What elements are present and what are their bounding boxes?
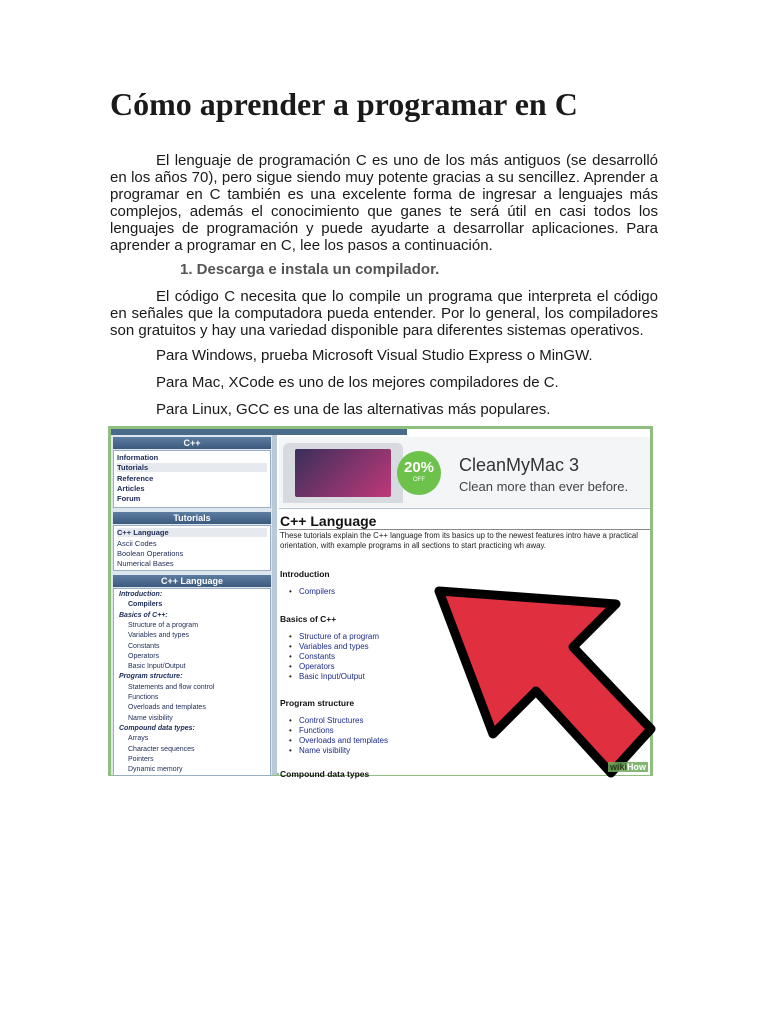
tree-item[interactable]: Name visibility	[128, 714, 173, 722]
section-heading-introduction: Introduction	[280, 569, 330, 579]
tutorial-link-ascii[interactable]: Ascii Codes	[117, 539, 157, 548]
content-link-constants[interactable]: • Constants	[299, 652, 335, 661]
tree-item[interactable]: Arrays	[128, 735, 149, 743]
content-link-name-visibility[interactable]: • Name visibility	[299, 746, 350, 755]
tree-item[interactable]: Overloads and templates	[128, 704, 206, 712]
content-intro: These tutorials explain the C++ language from its basics up to the newest features intro have a practical orientation, with example programs in all sections to start practicing wh away.	[280, 531, 638, 550]
tutorial-link-numerical[interactable]: Numerical Bases	[117, 559, 174, 568]
tree-item[interactable]: Functions	[128, 694, 159, 701]
tutorial-link-boolean[interactable]: Boolean Operations	[117, 549, 184, 558]
sidebar-link-tutorials[interactable]: Tutorials	[117, 463, 267, 472]
figure-inner	[111, 429, 650, 779]
tree-item[interactable]: Operators	[128, 652, 160, 660]
page-title: Cómo aprender a programar en C	[110, 86, 578, 122]
tree-item[interactable]: Basic Input/Output	[128, 663, 186, 671]
mac-line: Para Mac, XCode es uno de los mejores compiladores de C.	[156, 374, 559, 391]
section-heading-basics: Basics of C++	[280, 614, 337, 624]
content-link-operators[interactable]: • Operators	[299, 662, 335, 671]
content-link-basic-io[interactable]: • Basic Input/Output	[299, 672, 365, 681]
content-link-control[interactable]: • Control Structures	[299, 716, 363, 725]
sidebar-link-forum[interactable]: Forum	[117, 494, 141, 503]
step-body-paragraph: El código C necesita que lo compile un programa que interpreta el código en señales que la computadora pueda entender. Por lo general, los compiladores son gratuitos y hay una variedad disponible para diferentes sistemas operativos.	[110, 288, 658, 339]
tree-section[interactable]: Basics of C++:	[119, 611, 168, 619]
intro-paragraph: El lenguaje de programación C es uno de los más antiguos (se desarrolló en los años 70), pero sigue siendo muy potente gracias a su sencillez. Aprender a programar en C también es una excelente forma de ingresar a lenguajes más complejos, además el conocimiento que ganes te será útil en casi todos los lenguajes de programación y puede ayudarte a desarrollar aplicaciones. Para aprender a programar en C, lee los pasos a continuación.	[110, 152, 658, 254]
watermark-how: How	[627, 762, 646, 772]
cpp-panel-header: C++	[113, 437, 271, 449]
sidebar-link-information[interactable]: Information	[117, 453, 159, 462]
section-heading-program-structure: Program structure	[280, 698, 355, 708]
tutorials-panel-header: Tutorials	[113, 512, 271, 524]
tree-section[interactable]: Program structure:	[119, 673, 183, 681]
content-link-functions[interactable]: • Functions	[299, 726, 334, 735]
windows-line: Para Windows, prueba Microsoft Visual Studio Express o MinGW.	[156, 347, 593, 364]
watermark-wiki: wiki	[609, 762, 627, 772]
content-link-overloads[interactable]: • Overloads and templates	[299, 736, 388, 745]
discount-off-label: OFF	[413, 477, 425, 483]
section-heading-compound: Compound data types	[280, 769, 370, 779]
sidebar-link-reference[interactable]: Reference	[117, 474, 154, 483]
ad-subtitle: Clean more than ever before.	[459, 479, 629, 494]
tree-section[interactable]: Introduction:	[119, 591, 163, 598]
step-heading: 1. Descarga e instala un compilador.	[180, 261, 440, 278]
screenshot-figure	[108, 426, 653, 779]
tree-item[interactable]: Constants	[128, 642, 160, 650]
cursor-arrow-icon	[111, 429, 650, 773]
sidebar-link-articles[interactable]: Articles	[117, 484, 145, 493]
tree-item[interactable]: Dynamic memory	[128, 766, 183, 774]
wikihow-watermark	[608, 762, 648, 772]
tree-item[interactable]: Compilers	[128, 601, 163, 609]
tree-section[interactable]: Compound data types:	[119, 724, 195, 732]
content-link-structure[interactable]: • Structure of a program	[299, 632, 379, 641]
tree-item[interactable]: Structure of a program	[128, 621, 199, 629]
tree-item[interactable]: Variables and types	[128, 632, 189, 640]
tree-item[interactable]: Pointers	[128, 755, 154, 763]
tree-item[interactable]: Character sequences	[128, 745, 195, 753]
content-title: C++ Language	[280, 513, 377, 529]
ad-title: CleanMyMac 3	[459, 455, 580, 475]
discount-value: 20%	[403, 459, 435, 476]
content-link-compilers[interactable]: • Compilers	[299, 587, 335, 596]
linux-line: Para Linux, GCC es una de las alternativas más populares.	[156, 401, 551, 418]
tutorial-link-cpp-language[interactable]: C++ Language	[117, 528, 267, 537]
language-panel-header: C++ Language	[113, 575, 271, 587]
content-link-variables[interactable]: • Variables and types	[299, 642, 369, 651]
tree-item[interactable]: Statements and flow control	[128, 683, 215, 691]
